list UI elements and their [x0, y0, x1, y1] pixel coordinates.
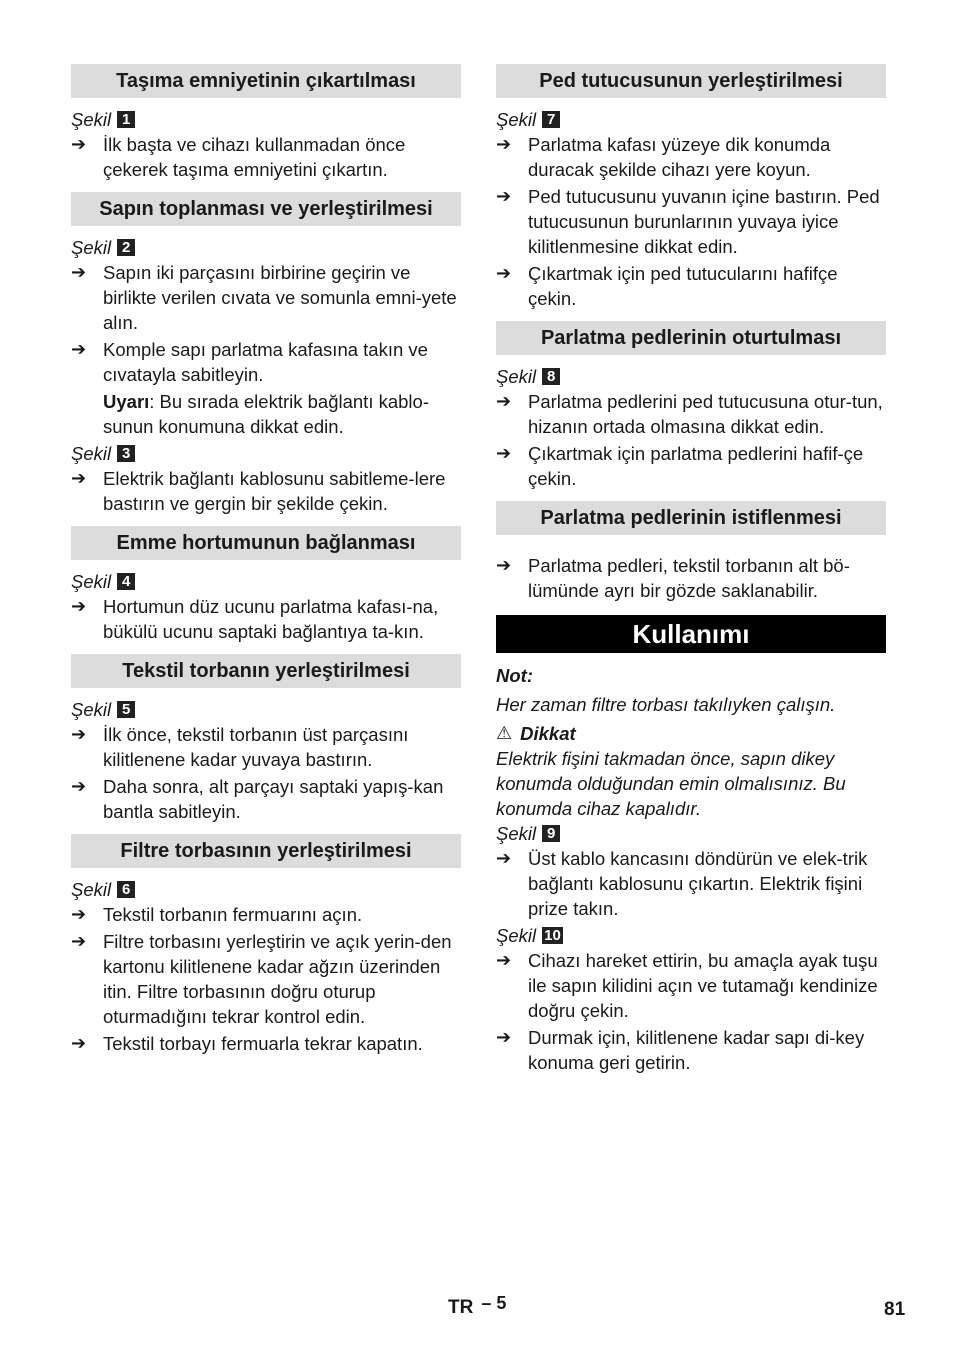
caution-label: Dikkat — [520, 723, 576, 744]
arrow-right-icon: ➔ — [71, 134, 87, 154]
list-item: ➔ Tekstil torbanın fermuarını açın. — [71, 904, 363, 925]
figure-label: Şekil — [71, 699, 112, 720]
arrow-right-icon: ➔ — [496, 263, 512, 283]
figure-ref — [496, 821, 886, 846]
arrow-right-icon: ➔ — [71, 776, 87, 796]
language-code: TR — [448, 1297, 474, 1318]
arrow-right-icon: ➔ — [496, 848, 512, 868]
figure-number: 2 — [117, 239, 135, 256]
right-column — [496, 64, 886, 1077]
figure-ref — [71, 441, 461, 466]
arrow-right-icon: ➔ — [496, 443, 512, 463]
figure-number: 7 — [542, 111, 560, 128]
figure-label: Şekil — [71, 109, 112, 130]
arrow-right-icon: ➔ — [496, 555, 512, 575]
arrow-right-icon: ➔ — [496, 391, 512, 411]
arrow-right-icon: ➔ — [71, 468, 87, 488]
section-heading-pad-holder: Ped tutucusunun yerleştirilmesi — [496, 64, 886, 98]
list-item: ➔ Komple sapı parlatma kafasına takın ve cıvatayla sabitleyin. — [71, 339, 428, 385]
figure-ref — [496, 923, 886, 948]
figure-label: Şekil — [71, 879, 112, 900]
figure-number: 1 — [117, 111, 135, 128]
list-item: ➔ İlk önce, tekstil torbanın üst parçasını kilitlenene kadar yuvaya bastırın. — [71, 724, 409, 770]
note-text: : Bu sırada elektrik bağlantı kablo-sunun konumuna dikkat edin. — [103, 391, 429, 437]
list-item: ➔ Çıkartmak için parlatma pedlerini hafif-çe çekin. — [496, 443, 864, 489]
section-heading-filter-bag: Filtre torbasının yerleştirilmesi — [71, 834, 461, 868]
figure-ref — [496, 107, 886, 132]
arrow-right-icon: ➔ — [496, 134, 512, 154]
note-label: Not: — [496, 665, 533, 686]
list-item: ➔ Elektrik bağlantı kablosunu sabitleme-lere bastırın ve gergin bir şekilde çekin. — [71, 468, 446, 514]
figure-number: 6 — [117, 881, 135, 898]
arrow-right-icon: ➔ — [496, 950, 512, 970]
list-item: ➔ Tekstil torbayı fermuarla tekrar kapatın. — [71, 1033, 423, 1054]
note-label: Uyarı — [103, 391, 150, 412]
list-item: ➔ İlk başta ve cihazı kullanmadan önce çekerek taşıma emniyetini çıkartın. — [71, 134, 406, 180]
section-heading-pad-storage: Parlatma pedlerinin istiflenmesi — [496, 501, 886, 535]
page-number: 81 — [884, 1299, 906, 1320]
left-column — [71, 64, 461, 1058]
figure-ref — [71, 877, 461, 902]
arrow-right-icon: ➔ — [71, 1033, 87, 1053]
list-item: ➔ Durmak için, kilitlenene kadar sapı di-key konuma geri getirin. — [496, 1027, 865, 1073]
warning-note — [71, 389, 461, 439]
caution-text: Elektrik fişini takmadan önce, sapın dikey konumda olduğundan emin olmalısınız. Bu konumda cihaz kapalıdır. — [496, 748, 846, 819]
list-item: ➔ Sapın iki parçasını birbirine geçirin ve birlikte verilen cıvata ve somunla emni-yete alın. — [71, 262, 457, 333]
section-heading-transport-lock: Taşıma emniyetinin çıkartılması — [71, 64, 461, 98]
section-heading-suction-hose: Emme hortumunun bağlanması — [71, 526, 461, 560]
figure-number: 4 — [117, 573, 135, 590]
section-heading-textile-bag: Tekstil torbanın yerleştirilmesi — [71, 654, 461, 688]
figure-label: Şekil — [71, 237, 112, 258]
list-item: ➔ Filtre torbasını yerleştirin ve açık yerin-den kartonu kilitlenene kadar ağzın üzerinden itin. Filtre torbasının doğru oturup oturmadığını tekrar kontrol edin. — [71, 931, 452, 1027]
figure-label: Şekil — [71, 443, 112, 464]
figure-number: 3 — [117, 445, 135, 462]
figure-label: Şekil — [496, 366, 537, 387]
arrow-right-icon: ➔ — [71, 339, 87, 359]
list-item: ➔ Daha sonra, alt parçayı saptaki yapış-kan bantla sabitleyin. — [71, 776, 444, 822]
warning-triangle-icon: ⚠ — [496, 723, 513, 743]
figure-label: Şekil — [71, 571, 112, 592]
section-heading-handle: Sapın toplanması ve yerleştirilmesi — [71, 192, 461, 226]
caution-heading — [496, 721, 886, 746]
arrow-right-icon: ➔ — [71, 724, 87, 744]
note-text: Her zaman filtre torbası takılıyken çalışın. — [496, 694, 836, 715]
list-item: ➔ Hortumun düz ucunu parlatma kafası-na, bükülü ucunu saptaki bağlantıya ta-kın. — [71, 596, 439, 642]
figure-label: Şekil — [496, 925, 537, 946]
arrow-right-icon: ➔ — [71, 904, 87, 924]
figure-number: 9 — [542, 825, 560, 842]
figure-number: 10 — [544, 927, 561, 944]
list-item: ➔ Parlatma pedlerini ped tutucusuna otur-tun, hizanın ortada olmasına dikkat edin. — [496, 391, 883, 437]
figure-number: 8 — [542, 368, 560, 385]
list-item: ➔ Cihazı hareket ettirin, bu amaçla ayak tuşu ile sapın kilidini açın ve tutamağı kendinize doğru çekin. — [496, 950, 878, 1021]
list-item: ➔ Çıkartmak için ped tutucularını hafifçe çekin. — [496, 263, 838, 309]
arrow-right-icon: ➔ — [71, 596, 87, 616]
section-heading-polishing-pads: Parlatma pedlerinin oturtulması — [496, 321, 886, 355]
figure-ref — [71, 235, 461, 260]
arrow-right-icon: ➔ — [71, 931, 87, 951]
arrow-right-icon: ➔ — [71, 262, 87, 282]
figure-label: Şekil — [496, 823, 537, 844]
figure-ref — [71, 107, 461, 132]
chapter-heading-usage: Kullanımı — [496, 615, 886, 653]
footer-language — [448, 1293, 507, 1319]
section-page-number: – 5 — [481, 1293, 507, 1313]
arrow-right-icon: ➔ — [496, 186, 512, 206]
arrow-right-icon: ➔ — [496, 1027, 512, 1047]
list-item: ➔ Ped tutucusunu yuvanın içine bastırın. Ped tutucusunun burunlarının yuvaya iyice kilitlenmesine dikkat edin. — [496, 186, 880, 257]
figure-ref — [71, 697, 461, 722]
figure-ref — [496, 364, 886, 389]
figure-label: Şekil — [496, 109, 537, 130]
figure-number: 5 — [117, 701, 135, 718]
list-item: ➔ Parlatma kafası yüzeye dik konumda duracak şekilde cihazı yere koyun. — [496, 134, 831, 180]
list-item: ➔ Parlatma pedleri, tekstil torbanın alt bö-lümünde ayrı bir gözde saklanabilir. — [496, 555, 850, 601]
figure-ref — [71, 569, 461, 594]
list-item: ➔ Üst kablo kancasını döndürün ve elek-trik bağlantı kablosunu çıkartın. Elektrik fişini prize takın. — [496, 848, 868, 919]
